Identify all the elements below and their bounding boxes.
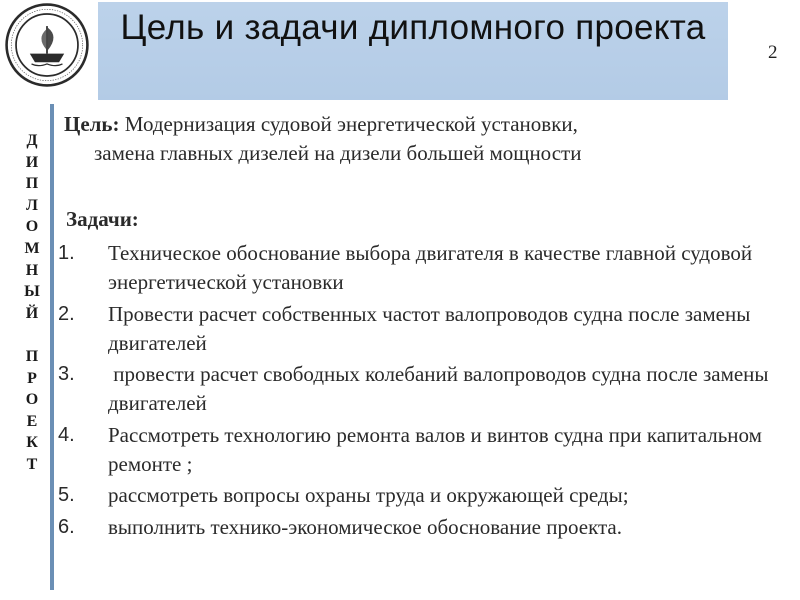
sidebar-letter	[18, 324, 46, 346]
list-item-number: 5.	[58, 484, 75, 506]
sidebar-letter: Л	[26, 196, 38, 214]
sidebar-letter: Ы	[24, 283, 40, 301]
slide-title: Цель и задачи дипломного проекта	[120, 8, 706, 47]
goal-text-line2: замена главных дизелей на дизели большей мощности	[94, 141, 582, 165]
sidebar-letter: О	[25, 218, 39, 236]
goal-text-line1: Модернизация судовой энергетической установки,	[124, 112, 578, 136]
goal-paragraph	[64, 110, 784, 168]
sidebar-letter: М	[24, 239, 40, 257]
list-item	[56, 481, 786, 510]
sidebar-letter: Й	[25, 304, 39, 322]
sidebar-letter: Т	[26, 455, 38, 473]
sidebar-letter: П	[25, 347, 39, 365]
list-item-number: 6.	[58, 515, 75, 538]
sidebar-letter: Н	[25, 261, 39, 279]
list-item	[56, 360, 786, 418]
list-item-number: 1.	[58, 242, 75, 264]
slide-number: 2	[768, 42, 778, 63]
list-item-text: Техническое обоснование выбора двигателя в качестве главной судовой энергетической установки	[108, 241, 753, 294]
sidebar-letter: П	[25, 175, 39, 193]
list-item-text: выполнить технико-экономическое обоснование проекта.	[108, 514, 622, 539]
goal-label: Цель:	[64, 112, 120, 136]
list-item-text: Провести расчет собственных частот валопроводов судна после замены двигателей	[108, 301, 751, 355]
list-item	[56, 513, 786, 542]
list-item-number: 3.	[58, 363, 75, 385]
sidebar-letter: Е	[26, 412, 38, 430]
list-item-number: 2.	[58, 302, 75, 325]
sidebar-letter: О	[25, 391, 39, 409]
list-item	[56, 239, 786, 297]
tasks-list	[56, 239, 786, 544]
ship-seal-icon	[4, 2, 90, 88]
sidebar-letter: Р	[27, 369, 37, 387]
sidebar-vertical-label	[18, 130, 46, 476]
list-item	[56, 300, 786, 358]
list-item-text: рассмотреть вопросы охраны труда и окружающей среды;	[108, 483, 629, 507]
divider-line	[50, 104, 54, 590]
sidebar-letter: Д	[26, 132, 38, 149]
list-item-text: провести расчет свободных колебаний валопроводов судна после замены двигателей	[108, 362, 780, 415]
sidebar-letter: К	[26, 434, 38, 452]
list-item	[56, 421, 786, 479]
list-item-text: Рассмотреть технологию ремонта валов и винтов судна при капитальном ремонте ;	[108, 422, 762, 476]
list-item-number: 4.	[58, 423, 75, 446]
tasks-heading: Задачи:	[66, 207, 139, 231]
sidebar-letter: И	[25, 153, 39, 171]
